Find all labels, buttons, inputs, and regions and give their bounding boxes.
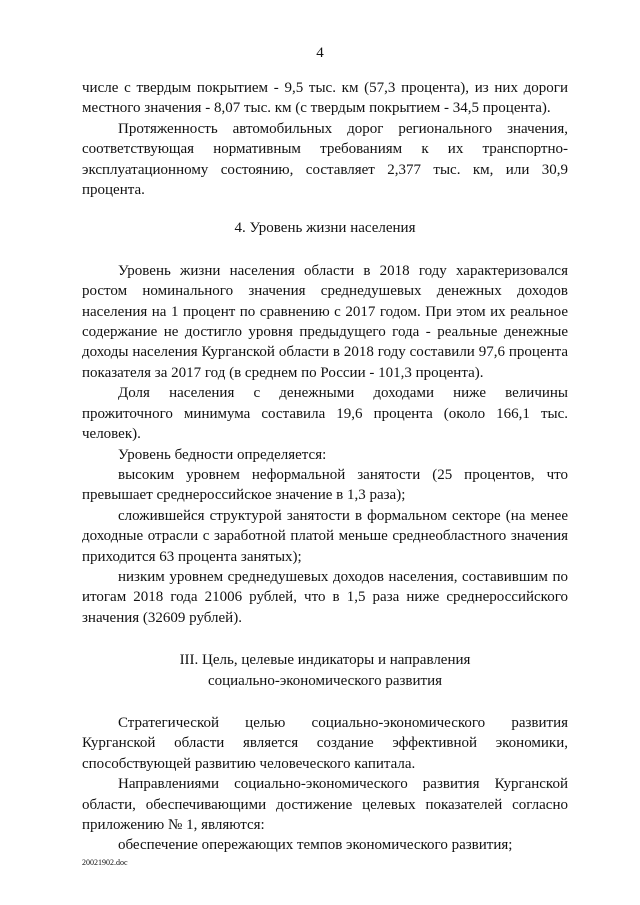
- paragraph-poverty-intro: Уровень бедности определяется:: [118, 446, 327, 463]
- section-heading-goals: [82, 650, 568, 691]
- list-item-employment-structure: сложившейся структурой занятости в формальном секторе (на менее доходные отрасли с заработной платой меньше среднеобластного значения приходится 63 процента занятых);: [82, 507, 568, 565]
- list-item-informal-employment: высоким уровнем неформальной занятости (25 процентов, что превышает среднероссийское значение в 1,3 раза);: [82, 466, 568, 504]
- paragraph-road-surface: числе с твердым покрытием - 9,5 тыс. км (57,3 процента), из них дороги местного значения - 8,07 тыс. км (с твердым покрытием - 34,5 процента).: [82, 80, 568, 117]
- paragraph-strategic-goal: Стратегической целью социально-экономического развития Курганской области является создание эффективной экономики, способствующей развитию человеческого капитала.: [82, 714, 568, 772]
- list-item-economic-growth: обеспечение опережающих темпов экономического развития;: [118, 837, 513, 854]
- paragraph-directions: Направлениями социально-экономического развития Курганской области, обеспечивающими достижение целевых показателей согласно приложению № 1, являются:: [82, 776, 568, 833]
- page-number: 4: [316, 45, 324, 61]
- section-heading-goals-line1: III. Цель, целевые индикаторы и направления: [179, 652, 471, 669]
- paragraph-income-growth: Уровень жизни населения области в 2018 году характеризовался ростом номинального значения среднедушевых денежных доходов населения на 1 процент по сравнению с 2017 годом. При этом их реальное содержание не достигло уровня предыдущего года - реальные денежные доходы населения Курганской области в 2018 году составили 97,6 процента показателя за 2017 год (в среднем по России - 101,3 процента).: [82, 262, 568, 381]
- paragraph-poverty-share: Доля населения с денежными доходами ниже величины прожиточного минимума составила 19,6 процента (около 166,1 тыс. человек).: [82, 385, 568, 443]
- section-heading-goals-line2: социально-экономического развития: [207, 672, 443, 689]
- paragraph-regional-roads: Протяженность автомобильных дорог регионального значения, соответствующая нормативным требованиям к их транспортно-эксплуатационному состоянию, составляет 2,377 тыс. км, или 30,9 процента.: [82, 120, 568, 199]
- list-item-low-income: низким уровнем среднедушевых доходов населения, составившим по итогам 2018 года 21006 рублей, что в 1,5 раза ниже среднероссийского значения (32609 рублей).: [82, 568, 568, 626]
- document-body: [82, 78, 568, 856]
- section-heading-living-standard: 4. Уровень жизни населения: [234, 220, 416, 237]
- document-filename: 20021902.doc: [82, 858, 128, 867]
